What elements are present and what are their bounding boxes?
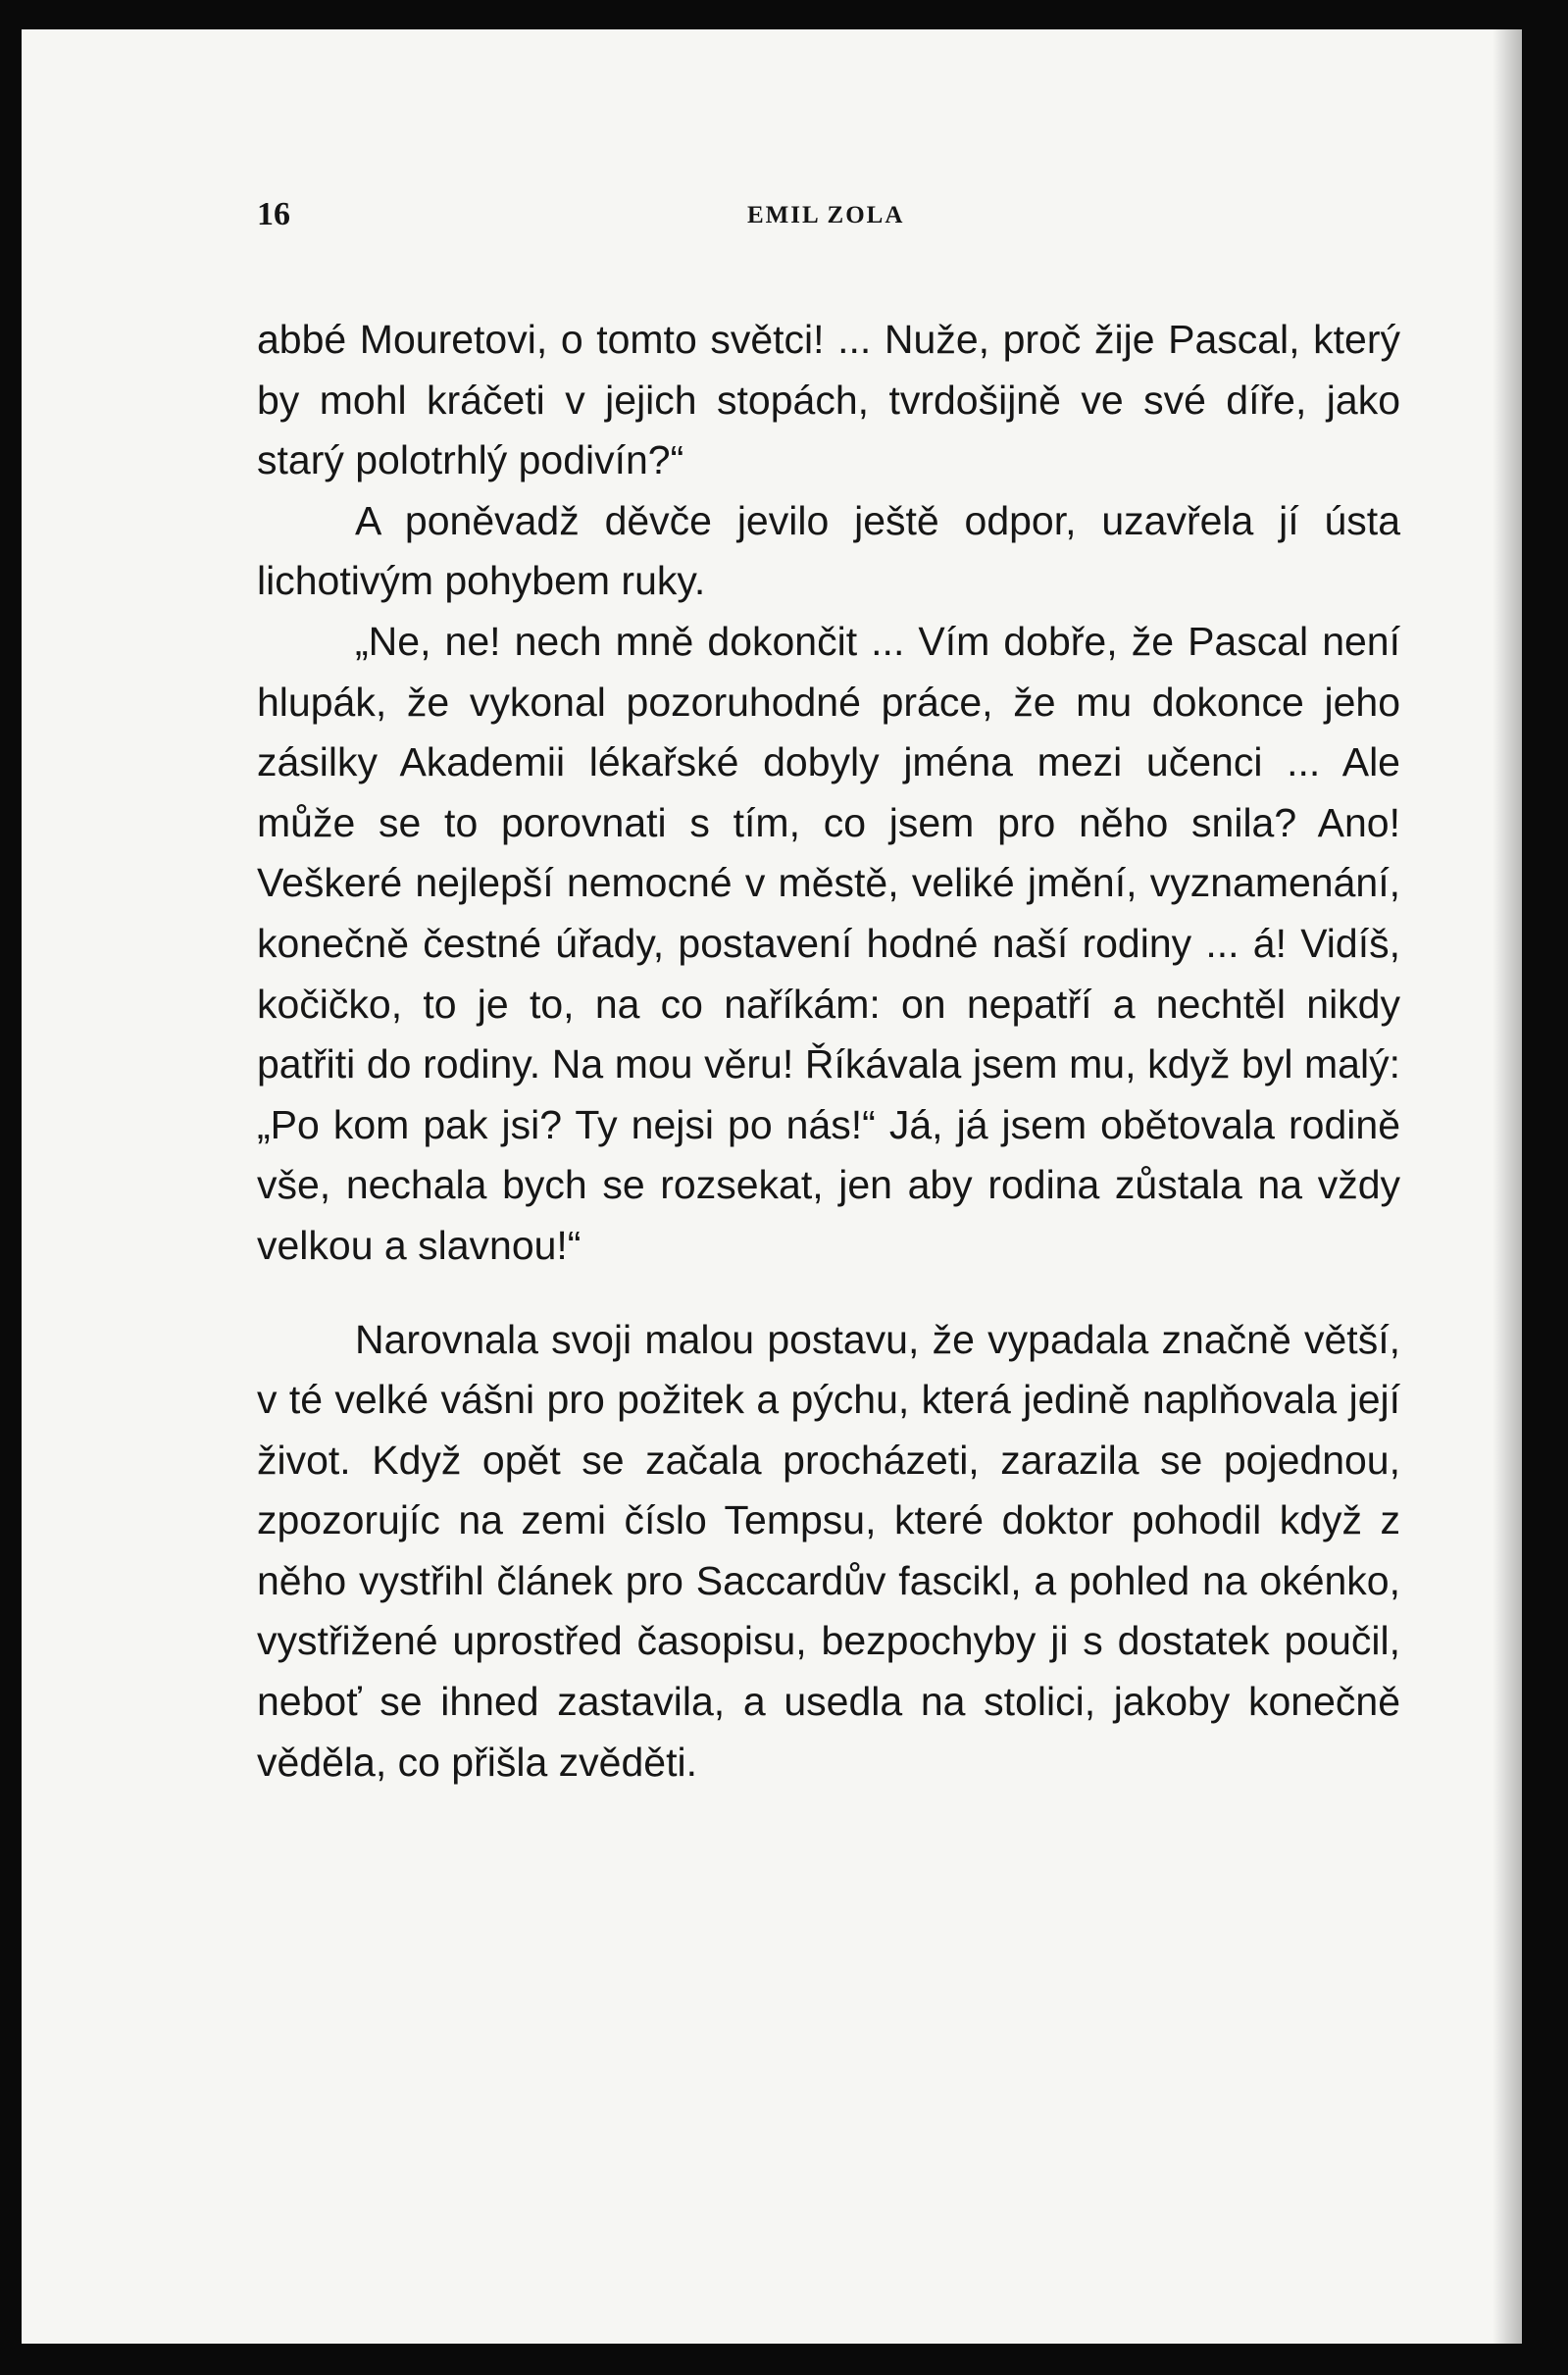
- page-number: 16: [257, 196, 290, 232]
- running-head: [257, 196, 1394, 245]
- running-head-author: EMIL ZOLA: [747, 202, 905, 228]
- book-page: [22, 29, 1522, 2344]
- paragraph: „Ne, ne! nech mně dokončit ... Vím dobře, že Pascal není hlupák, že vykonal pozoruhodné práce, že mu dokonce jeho zásilky Akademii lékařské dobyly jména mezi učenci ... Ale může se to porovnati s tím, co jsem pro něho snila? Ano! Veškeré nejlepší nemocné v městě, veliké jmění, vyznamenání, konečně čestné úřady, postavení hodné naší rodiny ... á! Vidíš, kočičko, to je to, na co naříkám: on nepatří a nechtěl nikdy patřiti do rodiny. Na mou věru! Říkávala jsem mu, když byl malý: „Po kom pak jsi? Ty nejsi po nás!“ Já, já jsem obětovala rodině vše, nechala bych se rozsekat, jen aby rodina zůstala na vždy velkou a slavnou!“: [257, 618, 1400, 1268]
- paragraph: A poněvadž děvče jevilo ještě odpor, uzavřela jí ústa lichotivým pohybem ruky.: [257, 497, 1400, 604]
- paragraph: Narovnala svoji malou postavu, že vypadala značně větší, v té velké vášni pro požitek a pýchu, která jedině naplňovala její život. Když opět se začala procházeti, zarazila se pojednou, zpozorujíc na zemi číslo Tempsu, které doktor pohodil když z něho vystřihl článek pro Saccardův fascikl, a pohled na okénko, vystřižené uprostřed časopisu, bezpochyby ji s dostatek poučil, neboť se ihned zastavila, a usedla na stolici, jakoby konečně věděla, co přišla zvěděti.: [257, 1316, 1400, 1785]
- page-gutter-shadow: [1492, 29, 1522, 2344]
- paragraph: abbé Mouretovi, o tomto světci! ... Nuže, proč žije Pascal, který by mohl kráčeti v jejich stopách, tvrdošijně ve své díře, jako starý polotrhlý podivín?“: [257, 317, 1400, 483]
- body-text: [257, 310, 1400, 1793]
